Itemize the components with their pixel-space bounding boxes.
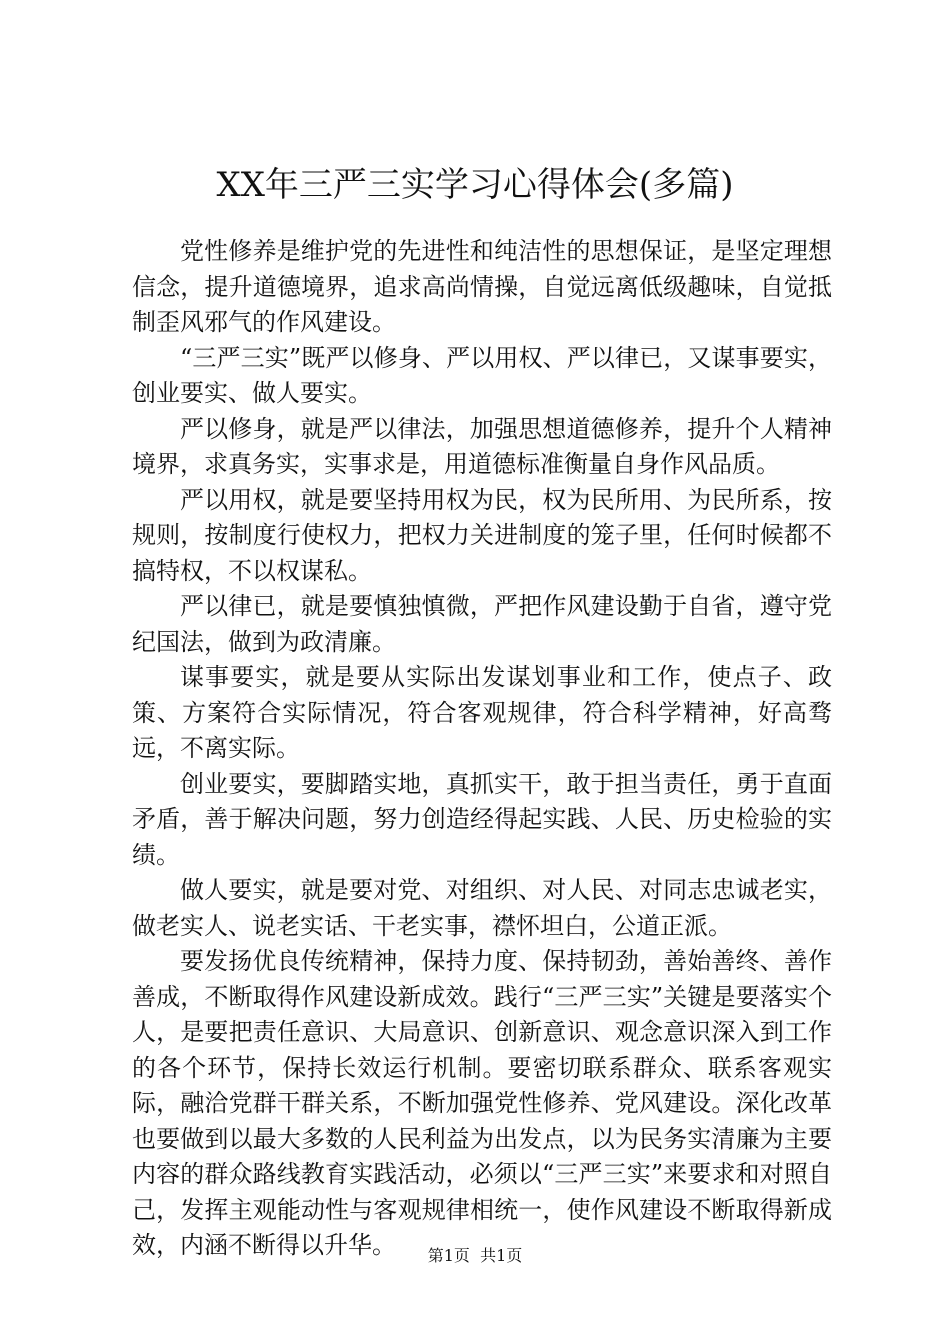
paragraph: 党性修养是维护党的先进性和纯洁性的思想保证，是坚定理想信念，提升道德境界，追求高尚情操，自觉远离低级趣味，自觉抵制歪风邪气的作风建设。 bbox=[132, 237, 832, 336]
paragraph: “三严三实”既严以修身、严以用权、严以律已，又谋事要实，创业要实、做人要实。 bbox=[132, 343, 832, 407]
paragraph: 做人要实，就是要对党、对组织、对人民、对同志忠诚老实，做老实人、说老实话、干老实事，襟怀坦白，公道正派。 bbox=[132, 876, 832, 940]
paragraph: 严以用权，就是要坚持用权为民，权为民所用、为民所系，按规则，按制度行使权力，把权力关进制度的笼子里，任何时候都不搞特权，不以权谋私。 bbox=[132, 485, 832, 585]
footer-separator bbox=[470, 1246, 480, 1265]
paragraph: 严以修身，就是严以律法，加强思想道德修养，提升个人精神境界，求真务实，实事求是，用道德标准衡量自身作风品质。 bbox=[132, 414, 832, 478]
document-title: XX年三严三实学习心得体会(多篇) bbox=[216, 165, 734, 205]
page-total: 共1页 bbox=[480, 1246, 523, 1265]
paragraph: 要发扬优良传统精神，保持力度、保持韧劲，善始善终、善作善成，不断取得作风建设新成效。践行“三严三实”关键是要落实个人，是要把责任意识、大局意识、创新意识、观念意识深入到工作的各个环节，保持长效运行机制。要密切联系群众、联系客观实际，融洽党群干群关系，不断加强党性修养、党风建设。深化改革也要做到以最大多数的人民利益为出发点，以为民务实清廉为主要内容的群众路线教育实践活动，必须以“三严三实”来要求和对照自己，发挥主观能动性与客观规律相统一，使作风建设不断取得新成效，内涵不断得以升华。 bbox=[132, 947, 832, 1259]
paragraph: 谋事要实，就是要从实际出发谋划事业和工作，使点子、政策、方案符合实际情况，符合客观规律，符合科学精神，好高骛远，不离实际。 bbox=[132, 663, 832, 762]
paragraph: 创业要实，要脚踏实地，真抓实干，敢于担当责任，勇于直面矛盾，善于解决问题，努力创造经得起实践、人民、历史检验的实绩。 bbox=[132, 769, 832, 869]
page-footer bbox=[0, 1245, 950, 1267]
paragraph: 严以律已，就是要慎独慎微，严把作风建设勤于自省，遵守党纪国法，做到为政清廉。 bbox=[132, 592, 832, 656]
page-number: 第1页 bbox=[427, 1246, 470, 1265]
document-body bbox=[132, 234, 832, 1264]
